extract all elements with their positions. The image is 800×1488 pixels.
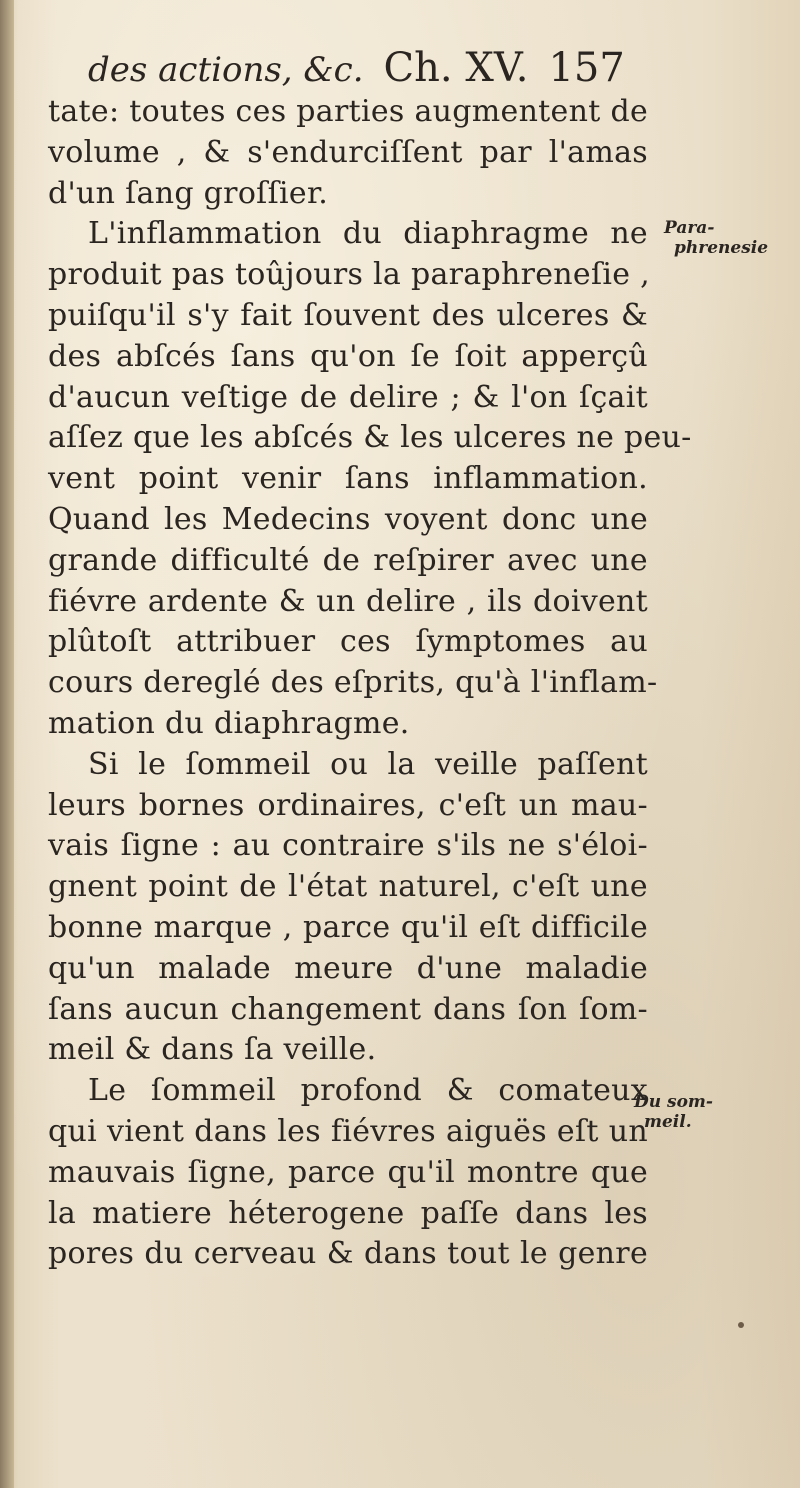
text-line: mation du diaphragme. (48, 705, 410, 741)
text-line: mauvais ſigne, parce qu'il montre que (48, 1154, 648, 1190)
text-line: vent point venir ſans inflammation. (48, 461, 648, 497)
text-line: Si le ſommeil ou la veille paſſent (88, 746, 648, 782)
margin-note-paraphrenesie (664, 218, 768, 258)
text-line: d'aucun veſtige de delire ; & l'on ſçait (48, 379, 648, 415)
running-title: des actions, &c. (88, 50, 364, 90)
paper-speck (738, 1322, 744, 1328)
running-header (88, 38, 628, 98)
page-gutter (0, 0, 14, 1488)
text-line: vais ſigne : au contraire s'ils ne s'éloi- (48, 828, 648, 864)
text-line: bonne marque , parce qu'il eſt difficile (48, 909, 648, 945)
text-line: cours dereglé des eſprits, qu'à l'inflam- (48, 665, 658, 701)
text-line: volume , & s'endurciſſent par l'amas (48, 134, 648, 170)
text-line: produit pas toûjours la paraphreneſie , (48, 257, 650, 293)
text-line: fiévre ardente & un delire , ils doivent (48, 583, 648, 619)
text-line: Quand les Medecins voyent donc une (48, 501, 648, 537)
text-line: grande difficulté de reſpirer avec une (48, 542, 648, 578)
text-line: qu'un malade meure d'une maladie (48, 950, 648, 986)
text-line: meil & dans ſa veille. (48, 1032, 377, 1068)
text-line: la matiere héterogene paſſe dans les (48, 1195, 648, 1231)
text-line: plûtoſt attribuer ces ſymptomes au (48, 624, 648, 660)
text-line: L'inflammation du diaphragme ne (88, 216, 648, 252)
text-line: leurs bornes ordinaires, c'eſt un mau- (48, 787, 648, 823)
margin-note-line: Para- (664, 218, 715, 238)
text-line: d'un ſang groſſier. (48, 175, 329, 211)
margin-note-line: Du som- (634, 1092, 713, 1112)
margin-note-sommeil (634, 1092, 713, 1132)
text-line: pores du cerveau & dans tout le genre (48, 1236, 648, 1272)
page-number: 157 (548, 45, 625, 91)
text-line: qui vient dans les fiévres aiguës eſt un (48, 1113, 648, 1149)
text-line: tate: toutes ces parties augmentent de (48, 94, 648, 129)
margin-note-line: meil. (644, 1112, 692, 1132)
text-line: ſans aucun changement dans ſon ſom- (48, 991, 648, 1027)
text-line: des abſcés ſans qu'on ſe ſoit apperçû (48, 338, 648, 374)
text-line: Le ſommeil profond & comateux (88, 1073, 648, 1109)
text-line: aſſez que les abſcés & les ulceres ne peu- (48, 420, 692, 456)
chapter-number: Ch. XV. (383, 45, 529, 91)
text-line: gnent point de l'état naturel, c'eſt une (48, 869, 648, 905)
margin-note-line: phrenesie (674, 238, 769, 258)
text-line: puiſqu'il s'y fait ſouvent des ulceres & (48, 297, 648, 333)
